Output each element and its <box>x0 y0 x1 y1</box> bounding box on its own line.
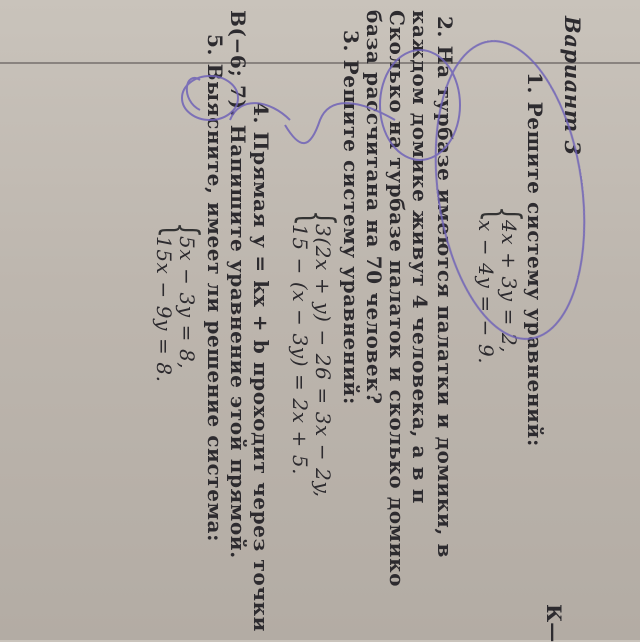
task-4-line-1: 4. Прямая y = kx + b проходит через точки <box>249 102 273 633</box>
task-2-line-1: 2. На турбазе имеются палатки и домики, в <box>433 16 457 559</box>
t5-eq1: 5x − 3y = 8, <box>175 236 199 370</box>
edge-text: К— <box>542 604 566 642</box>
t5-eq2: 15x − 9y = 8. <box>152 236 176 383</box>
task-3: 3. Решите систему уравнений: <box>339 30 363 405</box>
worksheet <box>25 10 585 633</box>
brace-3: { <box>291 210 345 227</box>
brace-1: { <box>477 206 531 223</box>
t1-eq2: x − 4y = − 9. <box>474 220 498 365</box>
brace-5: { <box>155 222 209 239</box>
t3-eq1: 3(2x + y) − 26 = 3x − 2y, <box>311 224 335 498</box>
t1-eq1: 4x + 3y = 2, <box>497 220 521 354</box>
task-2-line-3: Сколько на турбазе палаток и сколько домико <box>385 10 409 588</box>
t3-eq2: 15 − (x − 3y) = 2x + 5. <box>288 224 312 476</box>
variant-title: Вариант 3 <box>560 16 585 156</box>
task-1: 1. Решите систему уравнений: <box>523 72 547 447</box>
task-2-line-2: каждом домике живут 4 человека, а в п <box>408 10 432 504</box>
task-5: 5. Выясните, имеет ли решение система: <box>203 34 227 543</box>
task-4-line-2: B(−6; 7). Напишите уравнение этой прямой. <box>226 10 250 559</box>
task-2-line-4: база рассчитана на 70 человек? <box>362 10 386 405</box>
